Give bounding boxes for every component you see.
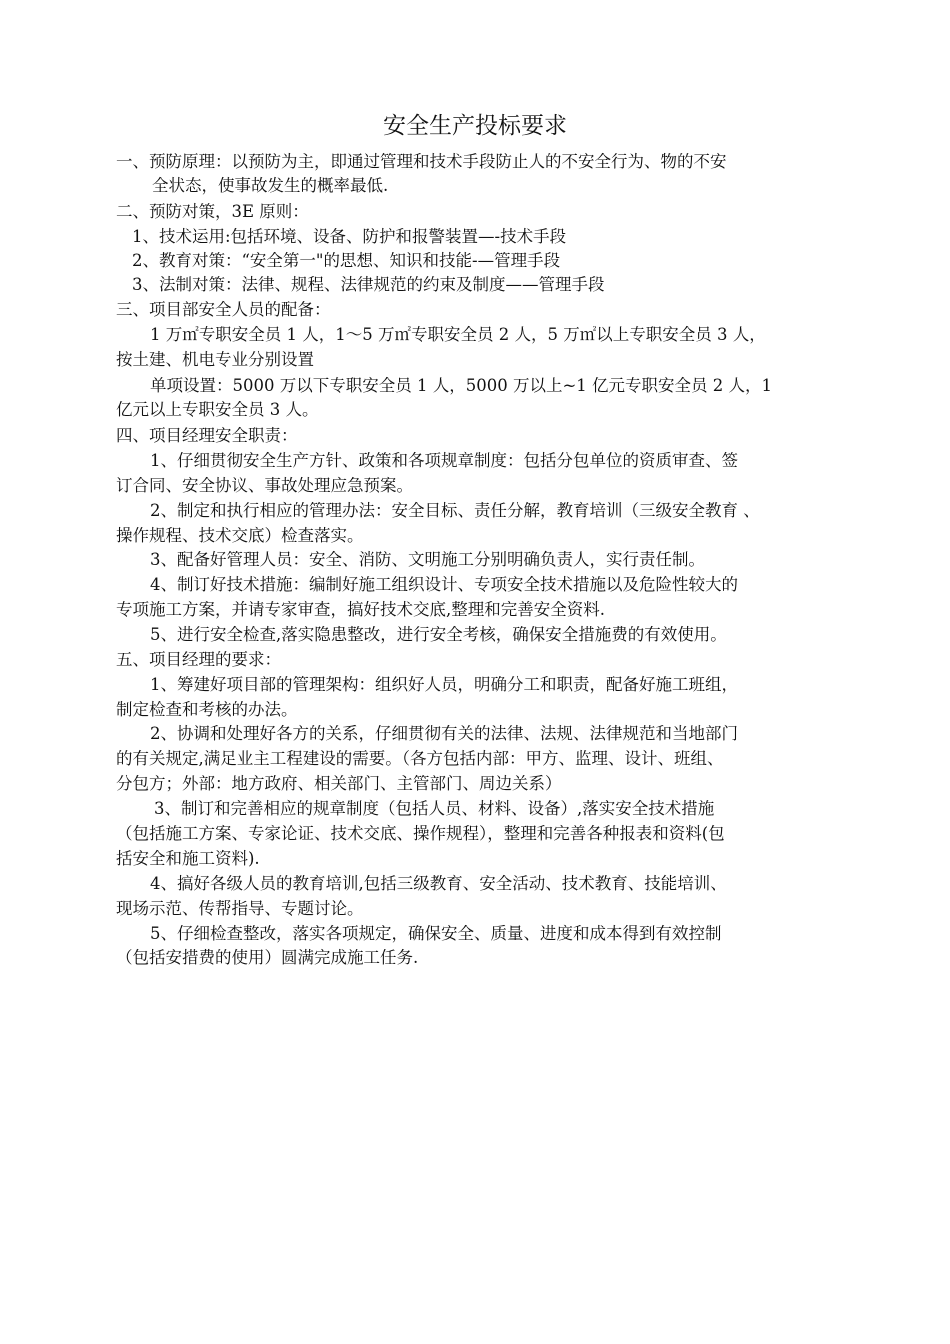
- text-line: 全状态，使事故发生的概率最低.: [152, 176, 389, 195]
- text-line: 操作规程、技术交底）检查落实。: [116, 526, 364, 545]
- list-item: 2、制定和执行相应的管理办法：安全目标、责任分解，教育培训（三级安全教育 、: [150, 501, 760, 520]
- text-line-section-2: 二、预防对策，3E 原则：: [116, 202, 309, 221]
- text-line: 订合同、安全协议、事故处理应急预案。: [116, 476, 413, 495]
- text-line: 现场示范、传帮指导、专题讨论。: [116, 899, 364, 918]
- text-line: 1 万㎡专职安全员 1 人，1～5 万㎡专职安全员 2 人，5 万㎡以上专职安全员 3 人，: [150, 325, 766, 344]
- list-item: 3、制订和完善相应的规章制度（包括人员、材料、设备）,落实安全技术措施: [154, 799, 715, 818]
- list-item: 3、法制对策：法律、规程、法律规范的约束及制度——管理手段: [132, 275, 605, 294]
- list-item: 2、协调和处理好各方的关系，仔细贯彻有关的法律、法规、法律规范和当地部门: [150, 724, 738, 743]
- list-item: 4、搞好各级人员的教育培训,包括三级教育、安全活动、技术教育、技能培训、: [150, 874, 727, 893]
- text-line: 按土建、机电专业分别设置: [116, 350, 314, 369]
- list-item: 1、筹建好项目部的管理架构：组织好人员，明确分工和职责，配备好施工班组，: [150, 675, 738, 694]
- list-item: 4、制订好技术措施：编制好施工组织设计、专项安全技术措施以及危险性较大的: [150, 575, 738, 594]
- text-line: 亿元以上专职安全员 3 人。: [116, 400, 319, 419]
- document-title: 安全生产投标要求: [383, 113, 567, 139]
- text-line-section-4: 四、项目经理安全职责：: [116, 426, 298, 445]
- text-line-section-3: 三、项目部安全人员的配备：: [116, 300, 331, 319]
- text-line: 分包方；外部：地方政府、相关部门、主管部门、周边关系）: [116, 774, 562, 793]
- text-line: 括安全和施工资料).: [116, 849, 260, 868]
- list-item: 1、技术运用:包括环境、设备、防护和报警装置—-技术手段: [132, 227, 567, 246]
- text-line-section-5: 五、项目经理的要求：: [116, 650, 281, 669]
- list-item: 1、仔细贯彻安全生产方针、政策和各项规章制度：包括分包单位的资质审查、签: [150, 451, 738, 470]
- list-item: 3、配备好管理人员：安全、消防、文明施工分别明确负责人，实行责任制。: [150, 550, 705, 569]
- text-line: 单项设置：5000 万以下专职安全员 1 人，5000 万以上~1 亿元专职安全员 2 人，1: [150, 376, 773, 395]
- text-line-section-1: 一、预防原理：以预防为主，即通过管理和技术手段防止人的不安全行为、物的不安: [116, 152, 727, 171]
- text-line: 制定检查和考核的办法。: [116, 700, 298, 719]
- text-line: （包括施工方案、专家论证、技术交底、操作规程），整理和完善各种报表和资料(包: [116, 824, 725, 843]
- text-line: 的有关规定,满足业主工程建设的需要。（各方包括内部：甲方、监理、设计、班组、: [116, 749, 724, 768]
- list-item: 2、教育对策：“安全第一"的思想、知识和技能-—管理手段: [132, 251, 561, 270]
- text-line: 专项施工方案，并请专家审查，搞好技术交底,整理和完善安全资料.: [116, 600, 605, 619]
- list-item: 5、进行安全检查,落实隐患整改，进行安全考核，确保安全措施费的有效使用。: [150, 625, 727, 644]
- text-line: （包括安措费的使用）圆满完成施工任务.: [116, 948, 419, 967]
- list-item: 5、仔细检查整改，落实各项规定，确保安全、质量、进度和成本得到有效控制: [150, 924, 722, 943]
